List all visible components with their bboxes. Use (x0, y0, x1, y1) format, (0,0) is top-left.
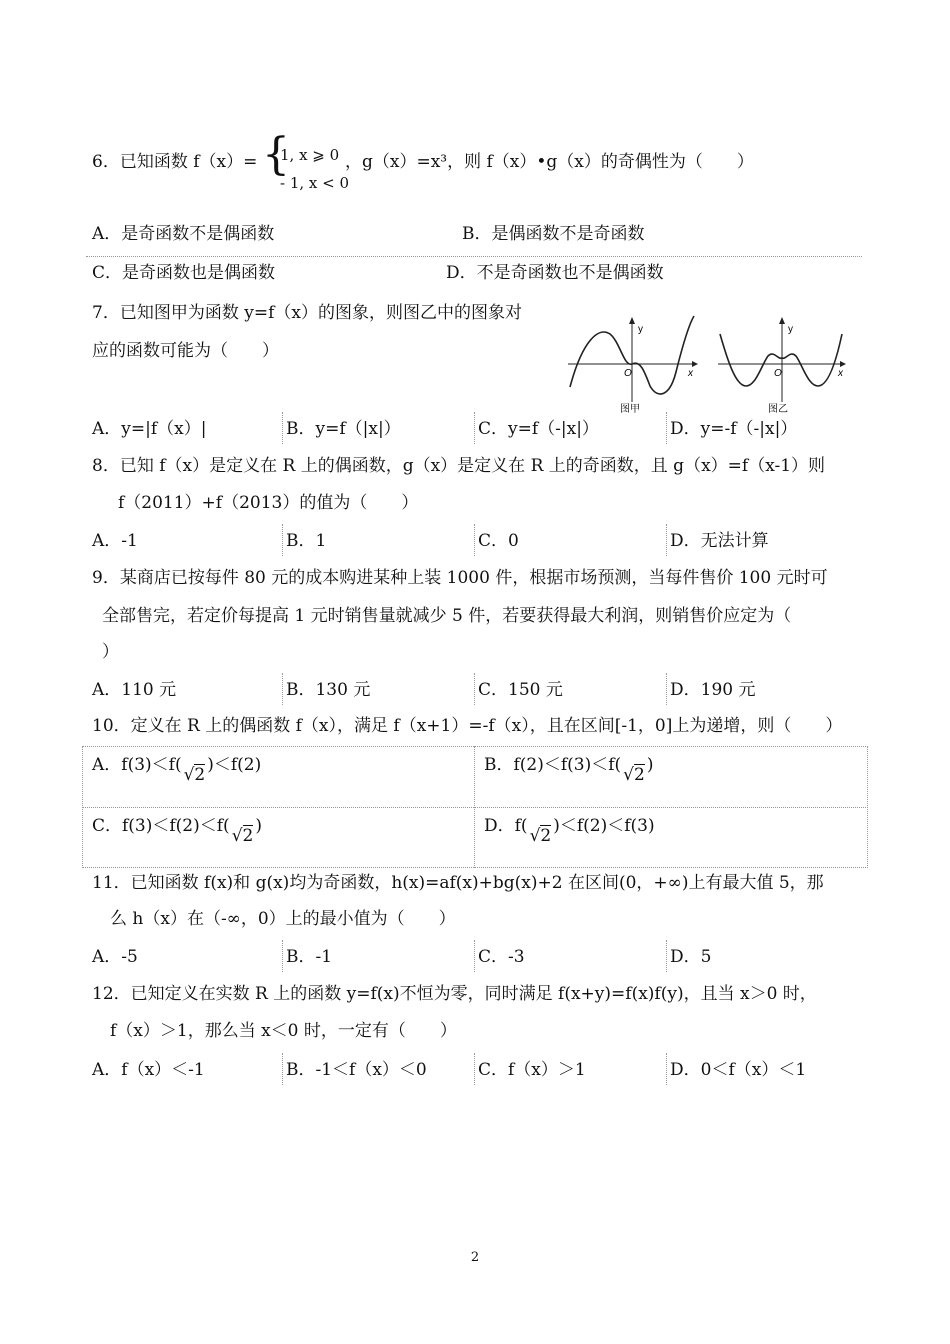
q7-sep-2 (474, 412, 475, 444)
q10-option-a-pre: A．f(3)＜f( (92, 755, 182, 775)
piecewise-brace: { (262, 129, 290, 180)
graph-jia-caption: 图甲 (620, 404, 640, 415)
q12-stem-line-1: 12．已知定义在实数 R 上的函数 y=f(x)不恒为零，同时满足 f(x+y)=f(x)f(y)，且当 x＞0 时， (92, 984, 817, 1004)
q11-option-a[interactable]: A．-5 (92, 947, 138, 967)
sqrt-symbol: √2 (623, 765, 645, 785)
q11-option-d[interactable]: D．5 (670, 947, 712, 967)
q12-stem-line-2: f（x）＞1，那么当 x＜0 时，一定有（ ） (110, 1021, 457, 1041)
q10-option-c-pre: C．f(3)＜f(2)＜f( (92, 816, 230, 836)
q6-stem-prefix: 6．已知函数 f（x）= (92, 152, 258, 172)
q12-sep-3 (666, 1053, 667, 1085)
sqrt-symbol: √2 (183, 765, 206, 785)
graph-jia-origin: O (624, 368, 632, 379)
q11-stem-line-1: 11．已知函数 f(x)和 g(x)均为奇函数，h(x)=af(x)+bg(x)+2 在区间(0，+∞)上有最大值 5，那 (92, 873, 824, 893)
q10-option-d[interactable] (484, 815, 655, 846)
q11-option-b[interactable]: B．-1 (286, 947, 333, 967)
q12-option-d[interactable]: D．0＜f（x）＜1 (670, 1060, 807, 1080)
q9-sep-3 (666, 673, 667, 705)
q8-option-b[interactable]: B．1 (286, 531, 327, 551)
q7-sep-1 (282, 412, 283, 444)
q12-sep-2 (474, 1053, 475, 1085)
q7-sep-3 (666, 412, 667, 444)
q12-option-c[interactable]: C．f（x）＞1 (478, 1060, 586, 1080)
q10-option-b[interactable] (484, 754, 654, 785)
q6-option-a[interactable]: A．是奇函数不是偶函数 (92, 224, 275, 244)
q7-option-d[interactable]: D．y=-f（-|x|） (670, 419, 798, 439)
graph-yi-y-label: y (788, 324, 793, 335)
q8-option-d[interactable]: D．无法计算 (670, 531, 769, 551)
q10-option-a[interactable] (92, 754, 262, 785)
q9-stem-line-2: 全部售完，若定价每提高 1 元时销售量就减少 5 件，若要获得最大利润，则销售价应定为（ (102, 606, 792, 626)
graph-jia-x-label: x (688, 368, 693, 379)
q11-sep-1 (282, 940, 283, 972)
page-number: 2 (470, 1250, 480, 1265)
q10-option-d-post: )＜f(2)＜f(3) (553, 816, 655, 836)
q10-table-row-divider (82, 807, 868, 808)
q9-option-b[interactable]: B．130 元 (286, 680, 371, 700)
graph-jia-y-label: y (638, 324, 643, 335)
graph-jia (560, 312, 710, 416)
q12-option-a[interactable]: A．f（x）＜-1 (92, 1060, 205, 1080)
q9-stem-line-3: ） (102, 642, 119, 662)
q11-stem-line-2: 么 h（x）在（-∞，0）上的最小值为（ ） (110, 909, 456, 929)
q7-option-b[interactable]: B．y=f（|x|） (286, 419, 401, 439)
q7-option-c[interactable]: C．y=f（-|x|） (478, 419, 599, 439)
q9-option-a[interactable]: A．110 元 (92, 680, 177, 700)
q9-sep-1 (282, 673, 283, 705)
q10-option-c[interactable] (92, 815, 262, 846)
sqrt-symbol: √2 (231, 826, 254, 846)
q12-option-b[interactable]: B．-1＜f（x）＜0 (286, 1060, 427, 1080)
q8-option-c[interactable]: C．0 (478, 531, 519, 551)
q8-stem-line-1: 8．已知 f（x）是定义在 R 上的偶函数，g（x）是定义在 R 上的奇函数，且 g（x）=f（x-1）则 (92, 456, 826, 476)
q7-stem-line-2: 应的函数可能为（ ） (92, 341, 279, 361)
q10-option-b-pre: B．f(2)＜f(3)＜f( (484, 755, 622, 775)
q6-option-b[interactable]: B．是偶函数不是奇函数 (462, 224, 645, 244)
q11-sep-3 (666, 940, 667, 972)
q6-option-c[interactable]: C．是奇函数也是偶函数 (92, 263, 276, 283)
graph-yi-x-label: x (838, 368, 843, 379)
q8-sep-2 (474, 524, 475, 556)
graph-yi-origin: O (774, 368, 782, 379)
q8-sep-3 (666, 524, 667, 556)
q11-sep-2 (474, 940, 475, 972)
q6-case-1: 1, x ⩾ 0 (280, 146, 340, 164)
q10-option-a-post: )＜f(2) (207, 755, 262, 775)
q7-stem-line-1: 7．已知图甲为函数 y=f（x）的图象，则图乙中的图象对 (92, 303, 522, 323)
q11-option-c[interactable]: C．-3 (478, 947, 525, 967)
q9-option-d[interactable]: D．190 元 (670, 680, 756, 700)
q9-option-c[interactable]: C．150 元 (478, 680, 563, 700)
q6-stem-suffix: ，g（x）=x³，则 f（x）•g（x）的奇偶性为（ ） (345, 152, 754, 172)
q10-option-c-post: ) (255, 816, 262, 836)
graph-yi-caption: 图乙 (768, 404, 788, 415)
q10-option-d-pre: D．f( (484, 816, 528, 836)
q6-divider (86, 256, 862, 257)
q10-option-b-post: ) (646, 755, 654, 775)
graph-yi (712, 312, 852, 416)
q10-stem: 10．定义在 R 上的偶函数 f（x），满足 f（x+1）=-f（x），且在区间[-1，0]上为递增，则（ ） (92, 716, 843, 736)
q8-stem-line-2: f（2011）+f（2013）的值为（ ） (118, 493, 419, 513)
q9-stem-line-1: 9．某商店已按每件 80 元的成本购进某种上装 1000 件，根据市场预测，当每件售价 100 元时可 (92, 568, 828, 588)
q6-option-d[interactable]: D．不是奇函数也不是偶函数 (446, 263, 664, 283)
q8-option-a[interactable]: A．-1 (92, 531, 138, 551)
q7-option-a[interactable]: A．y=|f（x）| (92, 419, 207, 439)
sqrt-symbol: √2 (529, 826, 552, 846)
q9-sep-2 (474, 673, 475, 705)
q8-sep-1 (282, 524, 283, 556)
q6-case-2: - 1, x < 0 (280, 174, 350, 192)
q10-table-col-divider (474, 746, 475, 868)
q12-sep-1 (282, 1053, 283, 1085)
